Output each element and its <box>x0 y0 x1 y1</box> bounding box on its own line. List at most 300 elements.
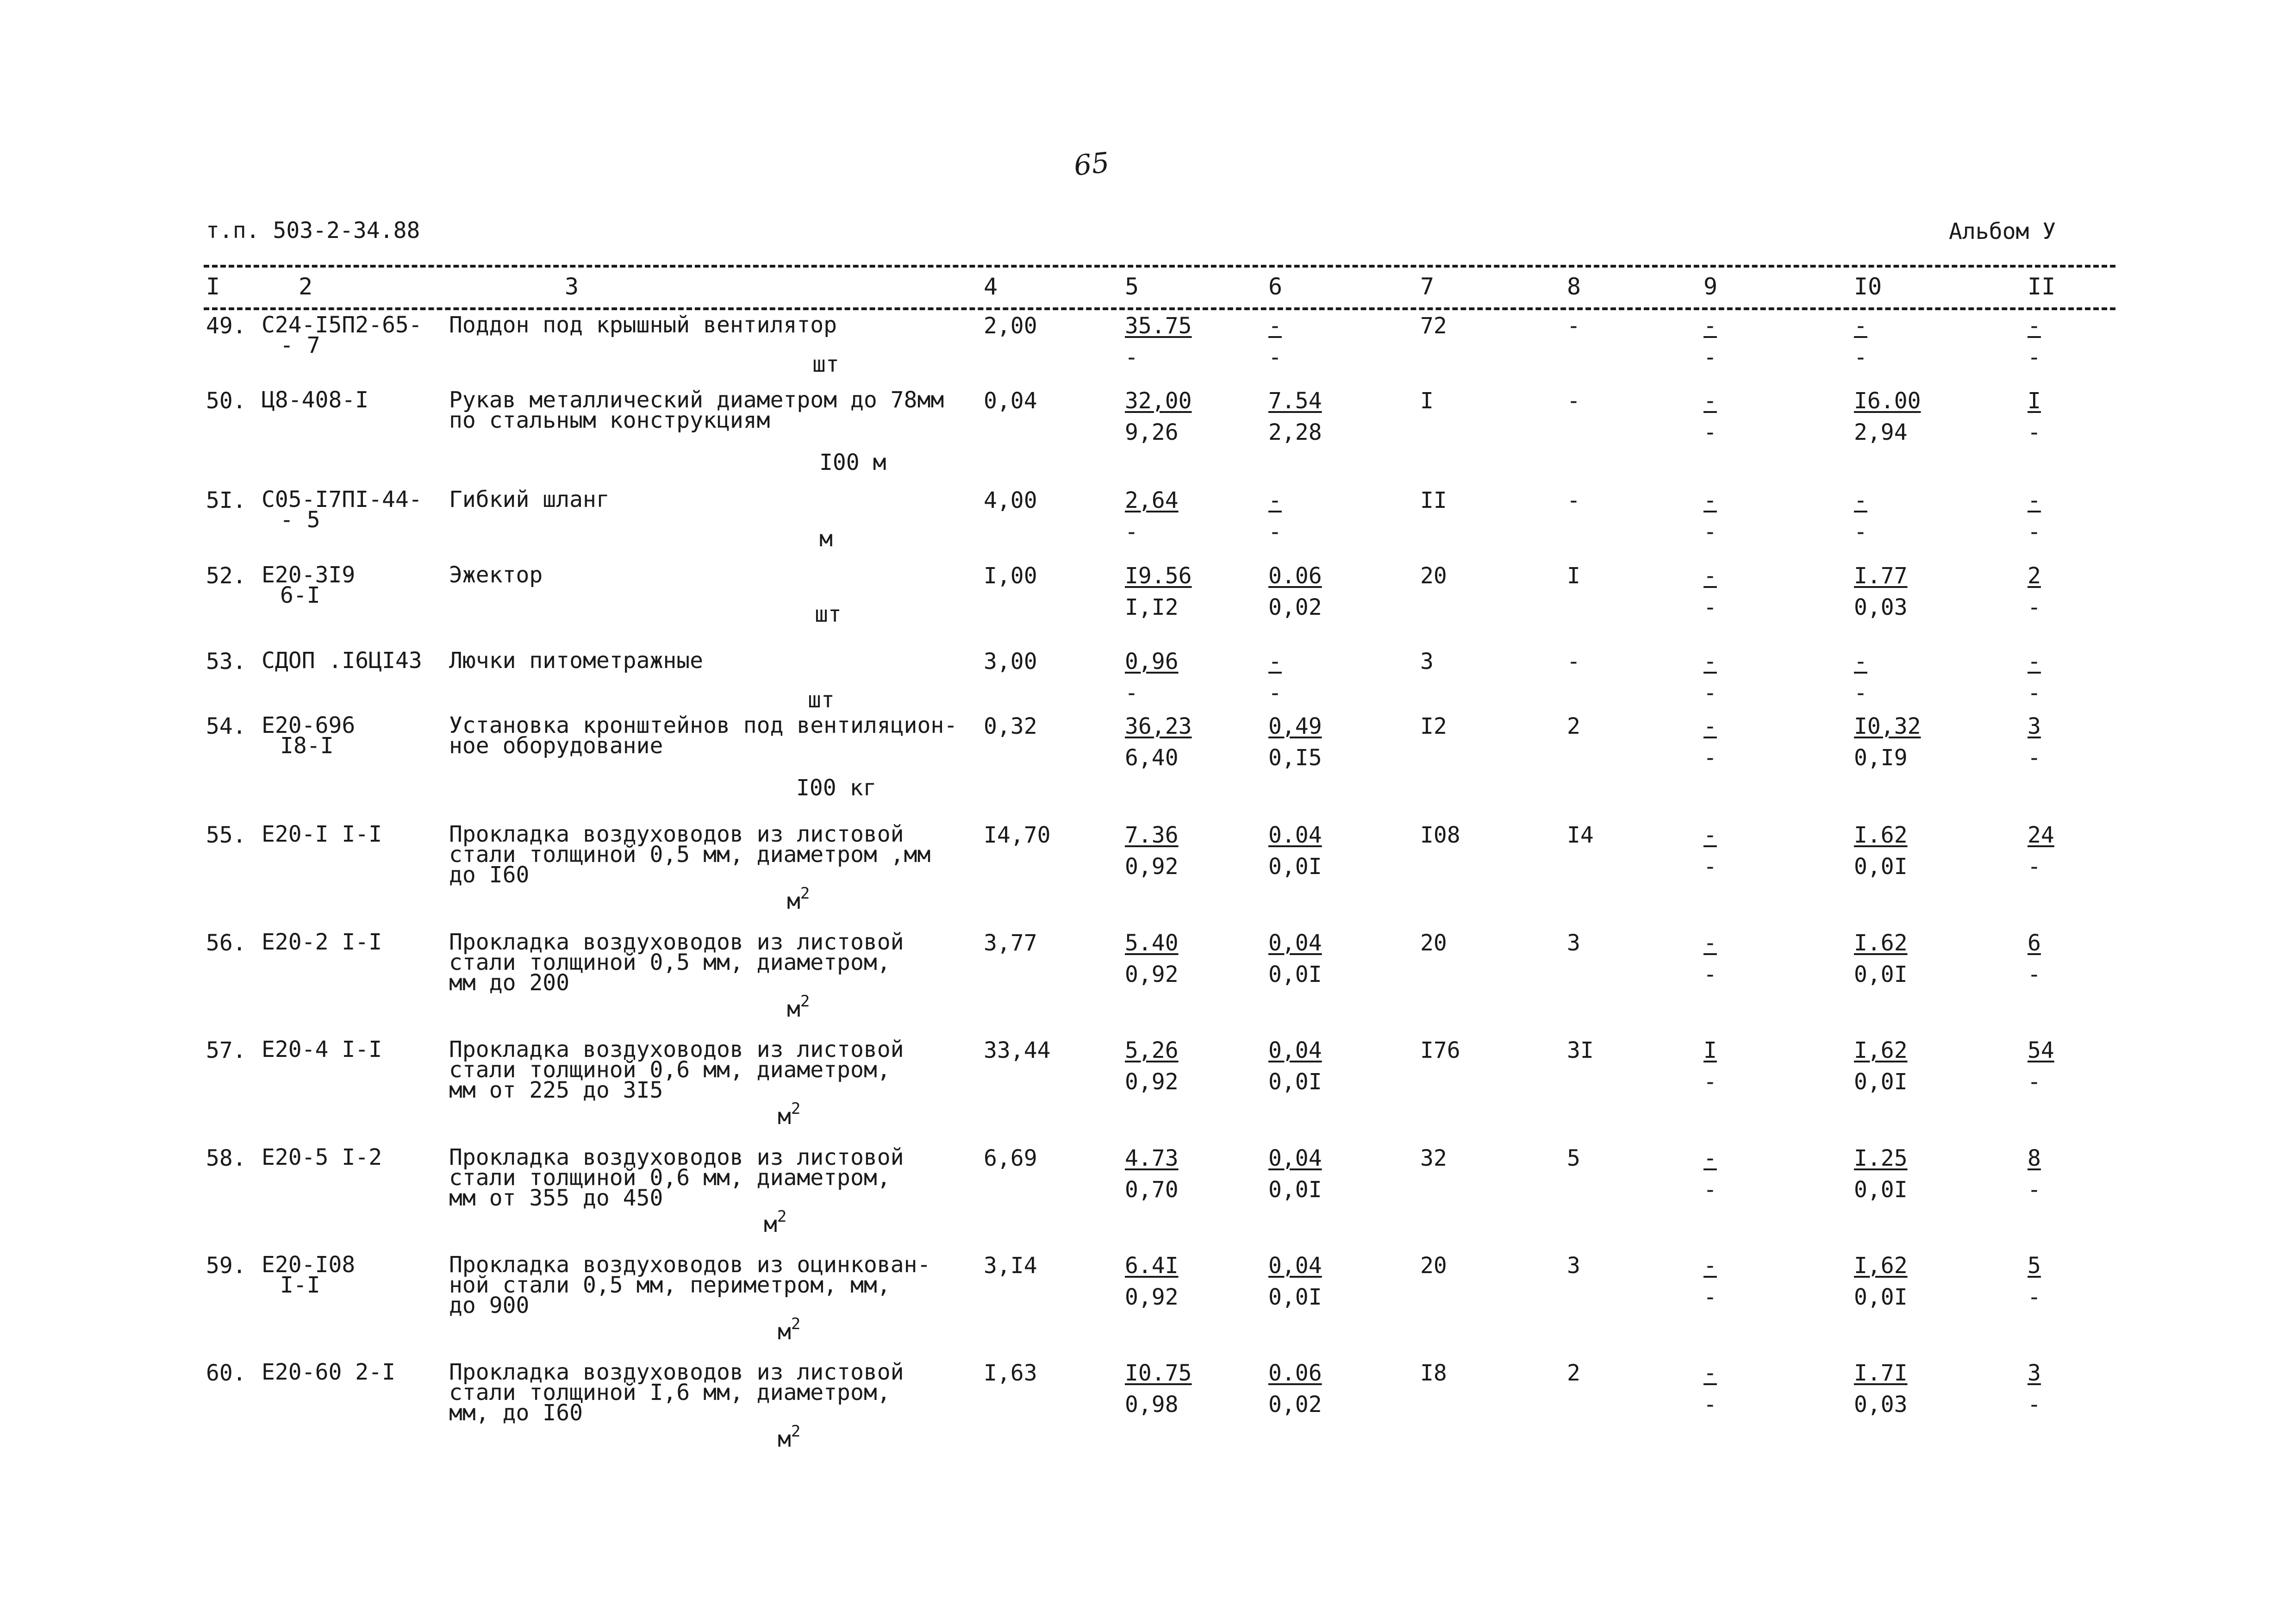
column-number-10: I0 <box>1854 273 1882 300</box>
labor-total <box>2028 1039 2054 1093</box>
norm-code <box>262 1252 356 1298</box>
column-9-value <box>1703 1362 1717 1416</box>
row-number: 55. <box>206 822 246 848</box>
labor-total-bottom: - <box>2028 1177 2041 1203</box>
labor-cost-unit: I.62 <box>1854 822 1908 848</box>
column-9-bottom: - <box>1703 419 1717 445</box>
unit-cost-total: 6.4I <box>1125 1253 1179 1279</box>
machine-cost <box>1268 824 1322 878</box>
quantity: 6,69 <box>984 1145 1037 1171</box>
unit-cost <box>1125 315 1192 369</box>
quantity: I4,70 <box>984 822 1051 848</box>
labor-total-bottom: - <box>2028 594 2041 620</box>
machine-cost-wages: - <box>1268 344 1282 370</box>
unit-exponent: 2 <box>800 884 810 903</box>
unit-cost-wages: 0,92 <box>1125 854 1179 880</box>
labor-total-top: I <box>2028 388 2041 414</box>
row-number: 53. <box>206 649 246 675</box>
description-line-2: стали толщиной I,6 мм, диаметром, <box>449 1380 891 1405</box>
column-9-top: I <box>1703 1037 1717 1063</box>
unit-cost <box>1125 1362 1192 1416</box>
labor-total-bottom: - <box>2028 1392 2041 1418</box>
wages-total: I4 <box>1567 822 1594 848</box>
labor-total-bottom: - <box>2028 680 2041 706</box>
total-cost: I8 <box>1420 1360 1447 1386</box>
row-number: 56. <box>206 930 246 956</box>
labor-cost-machinist: 0,03 <box>1854 1392 1908 1418</box>
total-cost: I2 <box>1420 713 1447 739</box>
labor-cost <box>1854 489 1867 543</box>
norm-code-line-2: I-I <box>280 1272 320 1298</box>
total-cost: 20 <box>1420 930 1447 956</box>
machine-cost-wages: 2,28 <box>1268 419 1322 445</box>
norm-code <box>262 312 422 358</box>
labor-cost-machinist: 2,94 <box>1854 419 1908 445</box>
norm-code-line-1: С05-I7ПI-44- <box>262 487 422 512</box>
column-9-bottom: - <box>1703 344 1717 370</box>
column-9-value <box>1703 715 1717 769</box>
norm-code-line-1: Е20-4 I-I <box>262 1037 382 1062</box>
unit-cost-total: 0,96 <box>1125 649 1179 675</box>
description-line-2: ное оборудование <box>449 733 663 759</box>
unit-text: м <box>778 1104 791 1130</box>
total-cost: 72 <box>1420 313 1447 339</box>
description-line-1: Прокладка воздуховодов из листовой <box>449 1037 904 1062</box>
labor-cost-unit: I.25 <box>1854 1145 1908 1171</box>
row-number: 52. <box>206 563 246 589</box>
unit-cost <box>1125 650 1179 704</box>
wages-total: - <box>1567 313 1580 339</box>
norm-code <box>262 929 382 955</box>
machine-cost-wages: 0,0I <box>1268 854 1322 880</box>
labor-total-bottom: - <box>2028 745 2041 771</box>
unit-cost-wages: - <box>1125 344 1138 370</box>
quantity: 3,I4 <box>984 1253 1037 1279</box>
labor-cost-unit: I,62 <box>1854 1037 1908 1063</box>
labor-total-bottom: - <box>2028 854 2041 880</box>
machine-cost-total: 0.04 <box>1268 822 1322 848</box>
unit-cost-wages: 6,40 <box>1125 745 1179 771</box>
column-9-bottom: - <box>1703 1284 1717 1310</box>
unit-of-measure <box>812 347 839 377</box>
description-line-2: стали толщиной 0,5 мм, диаметром, <box>449 949 891 975</box>
table-header-rule <box>204 307 2115 310</box>
labor-cost-machinist: 0,0I <box>1854 962 1908 987</box>
unit-text: шт <box>808 687 835 713</box>
row-number: 5I. <box>206 487 246 513</box>
machine-cost <box>1268 489 1282 543</box>
labor-cost-machinist: 0,I9 <box>1854 745 1908 771</box>
machine-cost <box>1268 715 1322 769</box>
labor-total <box>2028 390 2041 443</box>
norm-code-line-2: - 7 <box>280 332 320 358</box>
row-number: 58. <box>206 1145 246 1171</box>
labor-cost-unit: I.77 <box>1854 563 1908 589</box>
unit-of-measure <box>764 1207 786 1237</box>
description-line-3: до I60 <box>449 862 530 888</box>
labor-cost-unit: I6.00 <box>1854 388 1921 414</box>
labor-cost-unit: - <box>1854 313 1867 339</box>
norm-code <box>262 1039 382 1060</box>
unit-cost-total: 5,26 <box>1125 1037 1179 1063</box>
description-line-1: Прокладка воздуховодов из листовой <box>449 821 904 847</box>
column-9-value <box>1703 932 1717 986</box>
column-number-3: 3 <box>565 273 579 300</box>
column-9-value <box>1703 824 1717 878</box>
unit-cost-wages: - <box>1125 519 1138 545</box>
column-9-bottom: - <box>1703 1177 1717 1203</box>
labor-cost-unit: I0,32 <box>1854 713 1921 739</box>
machine-cost <box>1268 1039 1322 1093</box>
column-9-value <box>1703 489 1717 543</box>
description-line-2: ной стали 0,5 мм, периметром, мм, <box>449 1272 891 1298</box>
unit-of-measure <box>796 771 876 801</box>
machine-cost-total: 0.06 <box>1268 1360 1322 1386</box>
unit-cost <box>1125 1039 1179 1093</box>
work-description <box>449 821 931 888</box>
labor-total <box>2028 1362 2041 1416</box>
column-9-bottom: - <box>1703 1392 1717 1418</box>
machine-cost <box>1268 932 1322 986</box>
work-description <box>449 712 958 759</box>
labor-cost <box>1854 715 1921 769</box>
total-cost: II <box>1420 487 1447 513</box>
column-9-top: - <box>1703 388 1717 414</box>
column-9-top: - <box>1703 1253 1717 1279</box>
labor-total <box>2028 1147 2041 1201</box>
quantity: 33,44 <box>984 1037 1051 1063</box>
labor-total <box>2028 650 2041 704</box>
quantity: 0,04 <box>984 388 1037 414</box>
description-line-1: Лючки питометражные <box>449 648 704 674</box>
column-number-2: 2 <box>299 273 313 300</box>
quantity: I,63 <box>984 1360 1037 1386</box>
column-9-bottom: - <box>1703 745 1717 771</box>
wages-total: 3I <box>1567 1037 1594 1063</box>
labor-cost-machinist: - <box>1854 519 1867 545</box>
labor-cost-machinist: - <box>1854 680 1867 706</box>
column-9-bottom: - <box>1703 680 1717 706</box>
machine-cost <box>1268 1362 1322 1416</box>
norm-code-line-1: Е20-2 I-I <box>262 929 382 955</box>
unit-text: шт <box>812 351 839 377</box>
total-cost: 32 <box>1420 1145 1447 1171</box>
unit-cost <box>1125 824 1179 878</box>
norm-code-line-1: С24-I5П2-65- <box>262 312 422 338</box>
column-9-value <box>1703 1147 1717 1201</box>
unit-cost-total: I9.56 <box>1125 563 1192 589</box>
labor-cost <box>1854 390 1921 443</box>
total-cost: I <box>1420 388 1434 414</box>
quantity: 3,00 <box>984 649 1037 675</box>
unit-cost-total: 36,23 <box>1125 713 1192 739</box>
column-9-top: - <box>1703 563 1717 589</box>
labor-total-top: 3 <box>2028 713 2041 739</box>
row-number: 49. <box>206 313 246 339</box>
unit-cost-wages: - <box>1125 680 1138 706</box>
column-9-value <box>1703 390 1717 443</box>
table-top-rule <box>204 265 2115 268</box>
norm-code <box>262 387 369 413</box>
description-line-1: Поддон под крышный вентилятор <box>449 312 837 338</box>
labor-total-bottom: - <box>2028 519 2041 545</box>
unit-cost-total: 35.75 <box>1125 313 1192 339</box>
work-description <box>449 648 704 674</box>
description-line-2: стали толщиной 0,6 мм, диаметром, <box>449 1057 891 1083</box>
unit-cost-wages: 0,98 <box>1125 1392 1179 1418</box>
column-9-top: - <box>1703 713 1717 739</box>
description-line-1: Эжектор <box>449 562 543 588</box>
norm-code-line-1: Е20-696 <box>262 712 356 738</box>
row-number: 54. <box>206 713 246 739</box>
wages-total: 3 <box>1567 930 1580 956</box>
machine-cost <box>1268 565 1322 618</box>
norm-code-line-1: Е20-5 I-2 <box>262 1144 382 1170</box>
unit-of-measure <box>778 1422 800 1452</box>
norm-code <box>262 1359 395 1385</box>
machine-cost-total: 0,04 <box>1268 1253 1322 1279</box>
machine-cost-wages: - <box>1268 519 1282 545</box>
column-9-value <box>1703 650 1717 704</box>
machine-cost-total: 0,04 <box>1268 1037 1322 1063</box>
norm-code <box>262 562 356 608</box>
labor-cost <box>1854 932 1908 986</box>
description-line-3: до 900 <box>449 1293 530 1318</box>
machine-cost-total: 0,04 <box>1268 930 1322 956</box>
document-reference: т.п. 503-2-34.88 <box>206 218 420 244</box>
labor-total-top: 3 <box>2028 1360 2041 1386</box>
wages-total: 2 <box>1567 1360 1580 1386</box>
norm-code <box>262 1144 382 1170</box>
machine-cost-wages: 0,02 <box>1268 594 1322 620</box>
unit-cost-total: 5.40 <box>1125 930 1179 956</box>
labor-total <box>2028 1255 2041 1308</box>
machine-cost-wages: 0,0I <box>1268 1284 1322 1310</box>
labor-cost <box>1854 1039 1908 1093</box>
column-9-bottom: - <box>1703 1069 1717 1095</box>
machine-cost-total: - <box>1268 487 1282 513</box>
unit-text: м <box>778 1426 791 1452</box>
unit-of-measure <box>819 522 833 552</box>
column-9-bottom: - <box>1703 962 1717 987</box>
column-9-value <box>1703 565 1717 618</box>
column-9-value <box>1703 1255 1717 1308</box>
labor-total <box>2028 489 2041 543</box>
description-line-1: Прокладка воздуховодов из листовой <box>449 929 904 955</box>
wages-total: 2 <box>1567 713 1580 739</box>
column-number-7: 7 <box>1420 273 1435 300</box>
column-number-1: I <box>206 273 220 300</box>
unit-cost-total: 2,64 <box>1125 487 1179 513</box>
column-9-value <box>1703 1039 1717 1093</box>
labor-cost-machinist: - <box>1854 344 1867 370</box>
labor-cost <box>1854 1147 1908 1201</box>
wages-total: - <box>1567 649 1580 675</box>
column-9-top: - <box>1703 930 1717 956</box>
unit-of-measure <box>819 445 886 475</box>
labor-cost <box>1854 824 1908 878</box>
row-number: 50. <box>206 388 246 414</box>
labor-cost <box>1854 650 1867 704</box>
labor-total-bottom: - <box>2028 419 2041 445</box>
unit-cost-wages: 0,70 <box>1125 1177 1179 1203</box>
total-cost: 20 <box>1420 563 1447 589</box>
quantity: 4,00 <box>984 487 1037 513</box>
column-number-9: 9 <box>1703 273 1718 300</box>
unit-text: I00 м <box>819 450 886 475</box>
unit-cost <box>1125 1255 1179 1308</box>
machine-cost-wages: 0,02 <box>1268 1392 1322 1418</box>
machine-cost-wages: 0,0I <box>1268 1069 1322 1095</box>
labor-total-top: 5 <box>2028 1253 2041 1279</box>
total-cost: I76 <box>1420 1037 1460 1063</box>
norm-code <box>262 712 356 759</box>
norm-code-line-1: Ц8-408-I <box>262 387 369 413</box>
description-line-2: по стальным конструкциям <box>449 407 770 433</box>
machine-cost-total: - <box>1268 649 1282 675</box>
labor-cost-unit: - <box>1854 487 1867 513</box>
labor-cost-machinist: 0,0I <box>1854 1284 1908 1310</box>
work-description <box>449 562 543 588</box>
machine-cost <box>1268 650 1282 704</box>
column-number-4: 4 <box>984 273 998 300</box>
machine-cost-wages: - <box>1268 680 1282 706</box>
work-description <box>449 312 837 338</box>
machine-cost-wages: 0,0I <box>1268 1177 1322 1203</box>
machine-cost-total: 0.06 <box>1268 563 1322 589</box>
column-number-8: 8 <box>1567 273 1581 300</box>
work-description <box>449 929 904 996</box>
norm-code-line-1: Е20-I08 <box>262 1252 356 1278</box>
description-line-1: Прокладка воздуховодов из листовой <box>449 1359 904 1385</box>
column-number-5: 5 <box>1125 273 1139 300</box>
labor-total-top: - <box>2028 649 2041 675</box>
description-line-3: мм, до I60 <box>449 1400 583 1426</box>
description-line-1: Установка кронштейнов под вентиляцион- <box>449 712 958 738</box>
unit-of-measure <box>787 884 810 914</box>
work-description <box>449 1252 931 1318</box>
unit-text: м <box>787 996 800 1022</box>
description-line-3: мм от 355 до 450 <box>449 1185 663 1211</box>
labor-total <box>2028 932 2041 986</box>
labor-cost-unit: - <box>1854 649 1867 675</box>
work-description <box>449 489 610 510</box>
unit-cost <box>1125 565 1192 618</box>
wages-total: - <box>1567 388 1580 414</box>
description-line-1: Прокладка воздуховодов из листовой <box>449 1144 904 1170</box>
norm-code-line-1: Е20-3I9 <box>262 562 356 588</box>
labor-total-top: 8 <box>2028 1145 2041 1171</box>
unit-exponent: 2 <box>791 1422 801 1441</box>
work-description <box>449 387 944 433</box>
norm-code <box>262 648 422 674</box>
unit-text: I00 кг <box>796 775 877 801</box>
column-9-top: - <box>1703 487 1717 513</box>
machine-cost-wages: 0,I5 <box>1268 745 1322 771</box>
total-cost: I08 <box>1420 822 1460 848</box>
wages-total: 5 <box>1567 1145 1580 1171</box>
description-line-2: стали толщиной 0,5 мм, диаметром ,мм <box>449 842 931 868</box>
column-9-bottom: - <box>1703 854 1717 880</box>
wages-total: I <box>1567 563 1580 589</box>
unit-cost <box>1125 932 1179 986</box>
description-line-3: мм от 225 до 3I5 <box>449 1077 663 1103</box>
labor-total-top: - <box>2028 487 2041 513</box>
unit-exponent: 2 <box>791 1099 801 1118</box>
description-line-2: стали толщиной 0,6 мм, диаметром, <box>449 1165 891 1191</box>
labor-total-top: - <box>2028 313 2041 339</box>
unit-text: м <box>764 1212 777 1237</box>
column-number-header <box>0 273 2296 301</box>
unit-cost-wages: 0,92 <box>1125 1069 1179 1095</box>
labor-total-top: 54 <box>2028 1037 2054 1063</box>
unit-cost-wages: I,I2 <box>1125 594 1179 620</box>
labor-total-bottom: - <box>2028 962 2041 987</box>
column-number-11: II <box>2028 273 2056 300</box>
unit-cost-total: 7.36 <box>1125 822 1179 848</box>
total-cost: 20 <box>1420 1253 1447 1279</box>
labor-cost <box>1854 1255 1908 1308</box>
unit-of-measure <box>815 597 842 627</box>
column-9-value <box>1703 315 1717 369</box>
labor-cost-unit: I.7I <box>1854 1360 1908 1386</box>
unit-exponent: 2 <box>800 992 810 1011</box>
unit-text: м <box>778 1319 791 1345</box>
labor-cost-machinist: 0,0I <box>1854 1069 1908 1095</box>
labor-cost-unit: I.62 <box>1854 930 1908 956</box>
unit-cost-total: I0.75 <box>1125 1360 1192 1386</box>
labor-total <box>2028 715 2041 769</box>
column-9-bottom: - <box>1703 594 1717 620</box>
unit-of-measure <box>787 992 810 1022</box>
unit-of-measure <box>778 1315 800 1345</box>
norm-code-line-2: - 5 <box>280 507 320 533</box>
norm-code <box>262 487 422 533</box>
unit-cost-total: 4.73 <box>1125 1145 1179 1171</box>
machine-cost-total: - <box>1268 313 1282 339</box>
work-description <box>449 1037 904 1103</box>
unit-exponent: 2 <box>791 1315 801 1333</box>
unit-cost-wages: 9,26 <box>1125 419 1179 445</box>
column-9-top: - <box>1703 822 1717 848</box>
unit-cost-wages: 0,92 <box>1125 1284 1179 1310</box>
album-label: Альбом У <box>1949 219 2056 244</box>
column-9-top: - <box>1703 1360 1717 1386</box>
work-description <box>449 1359 904 1426</box>
norm-code-line-2: 6-I <box>280 582 320 608</box>
labor-cost-machinist: 0,03 <box>1854 594 1908 620</box>
quantity: 2,00 <box>984 313 1037 339</box>
labor-total-top: 2 <box>2028 563 2041 589</box>
description-line-3: мм до 200 <box>449 970 570 996</box>
column-9-bottom: - <box>1703 519 1717 545</box>
labor-cost <box>1854 315 1867 369</box>
labor-total <box>2028 824 2054 878</box>
norm-code-line-1: СДОП .I6ЦI43 <box>262 648 422 674</box>
wages-total: - <box>1567 487 1580 513</box>
machine-cost-total: 7.54 <box>1268 388 1322 414</box>
wages-total: 3 <box>1567 1253 1580 1279</box>
machine-cost <box>1268 1147 1322 1201</box>
labor-total <box>2028 315 2041 369</box>
unit-cost <box>1125 715 1192 769</box>
quantity: I,00 <box>984 563 1037 589</box>
machine-cost-wages: 0,0I <box>1268 962 1322 987</box>
unit-of-measure <box>808 683 835 713</box>
quantity: 3,77 <box>984 930 1037 956</box>
unit-of-measure <box>778 1099 800 1130</box>
labor-cost-machinist: 0,0I <box>1854 854 1908 880</box>
